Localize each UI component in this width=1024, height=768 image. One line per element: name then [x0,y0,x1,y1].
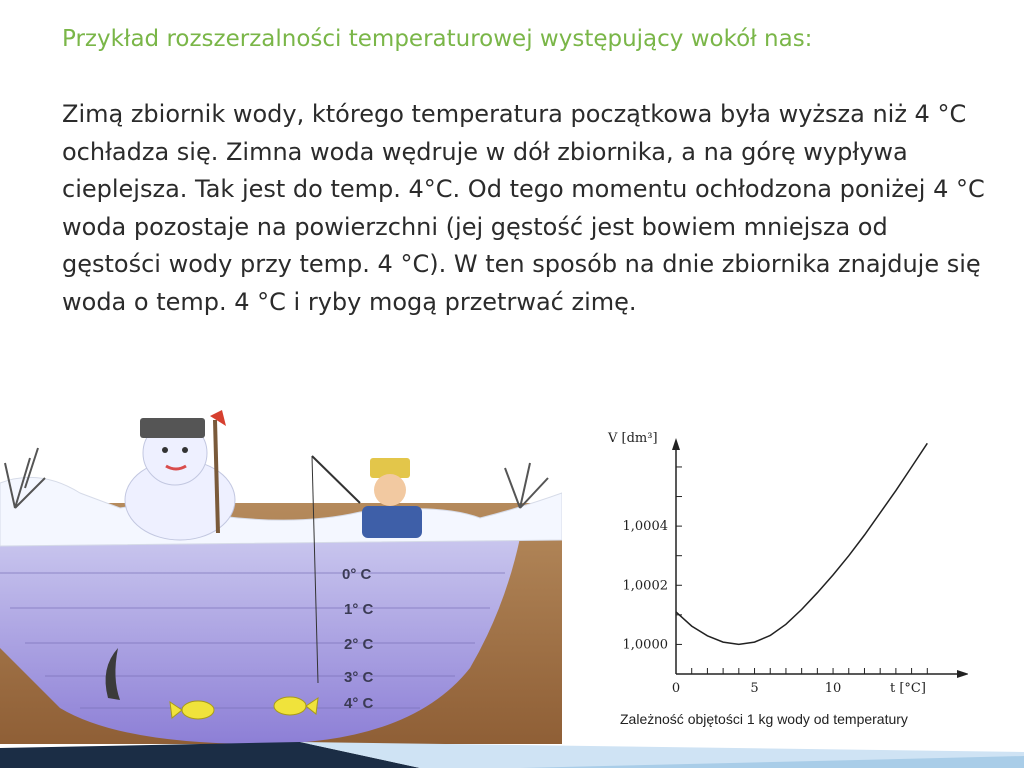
slide-title: Przykład rozszerzalności temperaturowej występujący wokół nas: [62,26,813,52]
volume-temperature-chart [598,416,968,744]
footer-decoration [0,742,1024,768]
depth-label-4: 4° C [344,695,374,712]
body-paragraph: Zimą zbiornik wody, którego temperatura początkowa była wyższa niż 4 °C ochładza się. Zimna woda wędruje w dół zbiornika, a na górę wypływa cieplejsza. Tak jest do temp. 4°C. Od tego momentu ochłodzona poniżej 4 °C woda pozostaje na powierzchni (jej gęstość jest bowiem mniejsza od gęstości wody przy temp. 4 °C). W ten sposób na dnie zbiornika znajduje się woda o temp. 4 °C i ryby mogą przetrwać zimę. [62,100,985,316]
series-line-volume [676,443,927,644]
x-tick-label: 5 [750,681,759,696]
chart-ticks [623,467,928,696]
depth-label-0: 0° C [342,566,372,583]
chart-caption: Zależność objętości 1 kg wody od temperatury [620,711,908,727]
y-tick-label: 1,0000 [622,637,668,653]
x-tick-label: 0 [671,681,681,696]
frozen-lake-illustration [0,408,562,744]
snowman [125,410,235,540]
depth-label-3: 3° C [344,669,374,686]
y-tick-label: 1,0002 [622,578,668,594]
y-tick-label: 1,0004 [622,519,668,535]
y-axis-label: V [dm³] [608,431,658,446]
x-axis-label: t [°C] [890,681,926,696]
depth-label-2: 2° C [344,636,374,653]
x-axis-arrow [957,670,968,678]
chart-axes [672,438,968,678]
depth-label-1: 1° C [344,601,374,618]
x-tick-label: 10 [824,681,842,696]
y-axis-arrow [672,438,680,450]
